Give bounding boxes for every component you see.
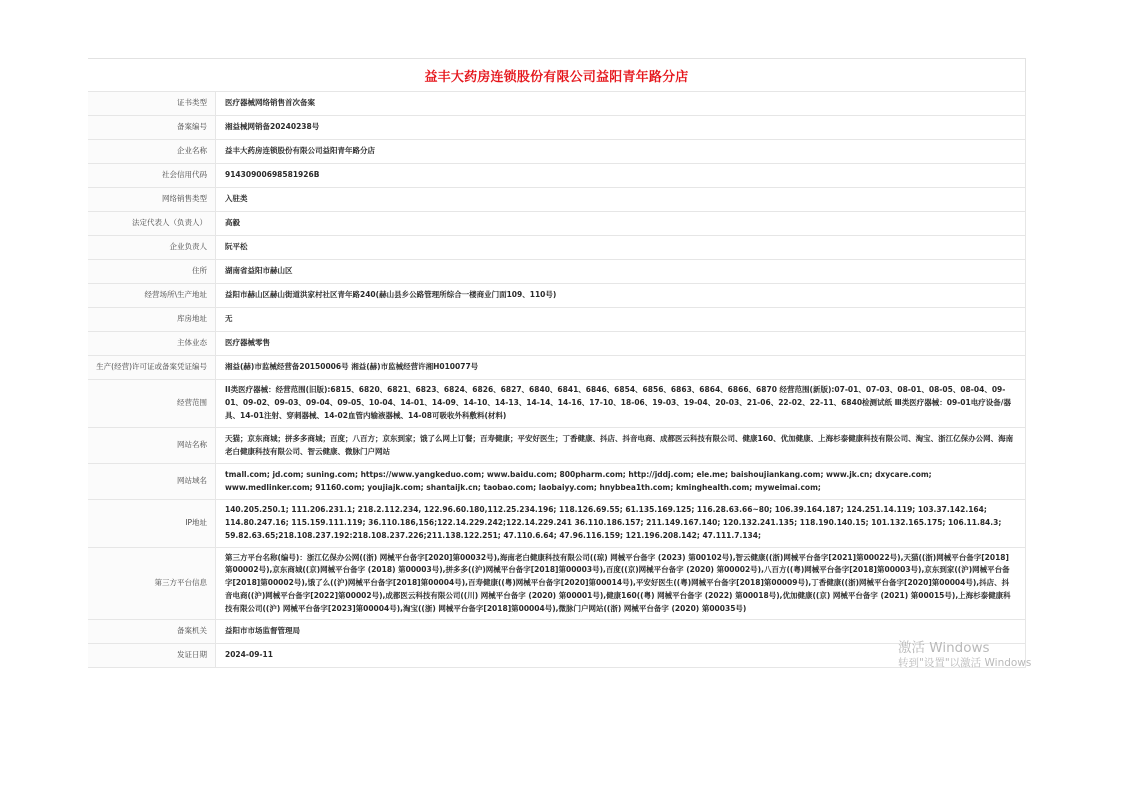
field-value: 医疗器械网络销售首次备案 (216, 92, 1026, 116)
field-label: 库房地址 (88, 308, 216, 332)
field-label: 网络销售类型 (88, 188, 216, 212)
table-row (88, 260, 1026, 284)
table-row (88, 464, 1026, 500)
title-row (88, 58, 1026, 91)
field-value: 湘益械网销备20240238号 (216, 116, 1026, 140)
table-row (88, 332, 1026, 356)
field-value: 湖南省益阳市赫山区 (216, 260, 1026, 284)
field-label: 企业负责人 (88, 236, 216, 260)
field-label: 网站名称 (88, 428, 216, 464)
table-row (88, 380, 1026, 428)
table-row (88, 212, 1026, 236)
field-label: 第三方平台信息 (88, 548, 216, 620)
field-label: 经营场所\生产地址 (88, 284, 216, 308)
field-value: 140.205.250.1; 111.206.231.1; 218.2.112.234, 122.96.60.180,112.25.234.196; 118.126.69.55; 61.135.169.125; 116.28.63.66~80; 106.39.164.187; 124.251.14.119; 103.37.142.164; 114.80.247.16; 115.159.111.119; 36.110.186,156;122.14.229.242;122.14.229.241 36.110.186.157; 211.149.167.140; 120.132.241.135; 118.190.140.15; 101.132.165.175; 106.11.84.3; 59.82.63.65;218.108.237.192:218.108.237.226;211.138.122.251; 47.110.6.64; 47.96.116.159; 121.196.208.142; 47.111.7.134; (216, 500, 1026, 548)
table-row (88, 500, 1026, 548)
field-value: 无 (216, 308, 1026, 332)
field-value: II类医疗器械：经营范围(旧版):6815、6820、6821、6823、6824、6826、6827、6840、6841、6846、6854、6856、6863、6864、6866、6870 经营范围(新版):07-01、07-03、08-01、08-05、08-04、09-01、09-02、09-03、09-04、09-05、10-04、14-01、14-09、14-10、14-13、14-14、14-16、17-10、18-06、19-03、19-04、20-03、21-06、22-02、22-11、6840检测试纸 Ⅲ类医疗器械：09-01电疗设备/器具、14-01注射、穿刺器械、14-02血管内输液器械、14-08可吸收外科敷料(材料) (216, 380, 1026, 428)
field-label: 网站域名 (88, 464, 216, 500)
table-row (88, 428, 1026, 464)
field-value: 益丰大药房连锁股份有限公司益阳青年路分店 (216, 140, 1026, 164)
field-value: 第三方平台名称(编号)：浙江亿保办公网((浙) 网械平台备字[2020]第00032号),海南老白健康科技有限公司((琼) 网械平台备字 (2023) 第00102号),智云健康((浙)网械平台备字[2021]第00022号),天猫((浙)网械平台备字[2018]第00002号),京东商城((京)网械平台备字 (2018) 第00003号),拼多多((沪)网械平台备字[2018]第00003号),百度((京)网械平台备字 (2020) 第00002号),八百方((粤)网械平台备字[2018]第00003号),京东到家((沪)网械平台备字[2018]第00002号),饿了么((沪)网械平台备字[2018]第00004号),百寿健康((粤)网械平台备字[2020]第00014号),平安好医生((粤)网械平台备字[2018]第00009号),丁香健康((浙)网械平台备字[2020]第00004号),抖店、抖音电商((沪)网械平台备字[2022]第00002号),成都医云科技有限公司((川) 网械平台备字 (2020) 第00001号),健康160((粤) 网械平台备字 (2022) 第00018号),优加健康((京) 网械平台备字 (2021) 第00015号),上海杉泰健康科技有限公司((沪) 网械平台备字[2023]第00004号),淘宝((浙) 网械平台备字[2018]第00004号),微脉门户网站((浙) 网械平台备字 (2020) 第00035号) (216, 548, 1026, 620)
table-row (88, 308, 1026, 332)
field-value: 阮平松 (216, 236, 1026, 260)
field-value: 医疗器械零售 (216, 332, 1026, 356)
field-label: 备案机关 (88, 620, 216, 644)
activation-watermark (898, 640, 1031, 670)
field-label: 企业名称 (88, 140, 216, 164)
field-value: tmall.com; jd.com; suning.com; https://www.yangkeduo.com; www.baidu.com; 800pharm.com; http://jddj.com; ele.me; baishoujiankang.com; www.jk.cn; dxycare.com; www.medlinker.com; 91160.com; youjiajk.com; shantaijk.cn; taobao.com; laobaiyy.com; hnybbea1th.com; kminghealth.com; myweimai.com; (216, 464, 1026, 500)
table-row (88, 140, 1026, 164)
table-row (88, 620, 1026, 644)
table-row (88, 188, 1026, 212)
field-label: IP地址 (88, 500, 216, 548)
record-sheet (88, 58, 1026, 668)
field-value: 天猫；京东商城；拼多多商城；百度；八百方；京东到家；饿了么网上订餐；百寿健康；平安好医生；丁香健康、抖店、抖音电商、成都医云科技有限公司、健康160、优加健康、上海杉泰健康科技有限公司、淘宝、浙江亿保办公网、海南老白健康科技有限公司、智云健康、微脉门户网站 (216, 428, 1026, 464)
field-label: 发证日期 (88, 644, 216, 668)
field-label: 备案编号 (88, 116, 216, 140)
table-row (88, 236, 1026, 260)
table-row (88, 356, 1026, 380)
field-label: 社会信用代码 (88, 164, 216, 188)
table-row (88, 92, 1026, 116)
field-label: 生产(经营)许可证或备案凭证编号 (88, 356, 216, 380)
table-row (88, 644, 1026, 668)
field-value: 入驻类 (216, 188, 1026, 212)
field-value: 益阳市市场监督管理局 (216, 620, 1026, 644)
field-label: 主体业态 (88, 332, 216, 356)
table-row (88, 116, 1026, 140)
field-value: 高毅 (216, 212, 1026, 236)
field-value: 益阳市赫山区赫山街道洪家村社区青年路240(赫山县乡公路管理所综合一楼商业门面109、110号) (216, 284, 1026, 308)
watermark-line1: 激活 Windows (898, 640, 990, 656)
watermark-line2: 转到"设置"以激活 Windows (898, 656, 1032, 669)
field-label: 经营范围 (88, 380, 216, 428)
field-label: 住所 (88, 260, 216, 284)
table-row (88, 284, 1026, 308)
field-label: 证书类型 (88, 92, 216, 116)
field-value: 湘益(赫)市监械经营备20150006号 湘益(赫)市监械经营许湘H010077号 (216, 356, 1026, 380)
table-row (88, 164, 1026, 188)
table-row (88, 548, 1026, 620)
record-table (88, 91, 1026, 668)
field-value: 91430900698581926B (216, 164, 1026, 188)
field-value: 2024-09-11 (216, 644, 1026, 668)
page-title: 益丰大药房连锁股份有限公司益阳青年路分店 (424, 69, 689, 85)
field-label: 法定代表人（负责人） (88, 212, 216, 236)
